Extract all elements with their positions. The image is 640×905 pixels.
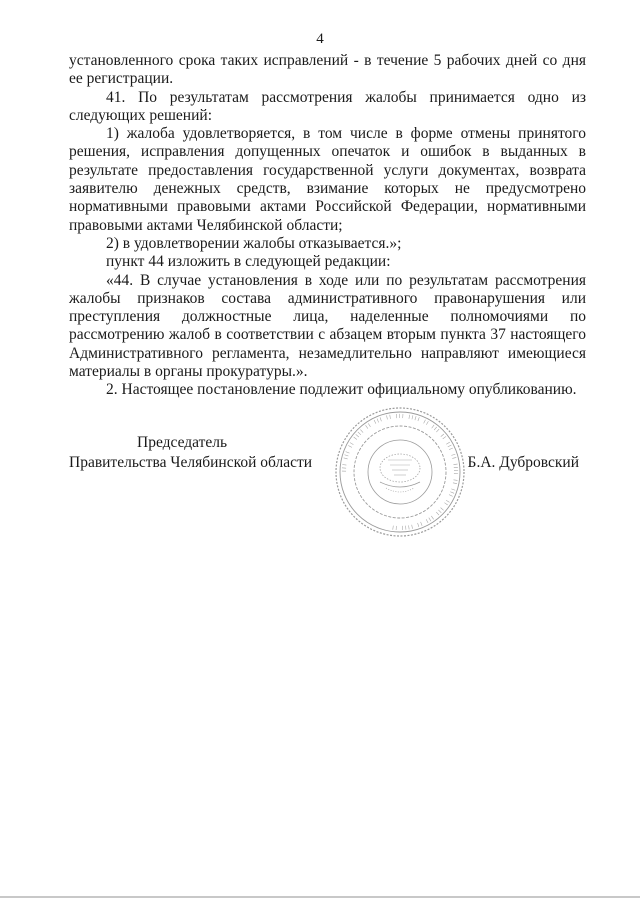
svg-text:ΙΙΙ ΙΙΙ ΙΙ ΙΙΙΙ ΙΙ ΙΙΙ ΙΙ ΙΙΙ: ΙΙΙ ΙΙΙ ΙΙ ΙΙΙΙ ΙΙ ΙΙΙ ΙΙ ΙΙΙ ΙΙΙΙ ΙΙ ΙΙΙ ΙΙ ΙΙΙ ΙΙ ΙΙΙΙ ΙΙ ΙΙΙ ΙΙ ΙΙΙ ΙΙΙ ΙΙ ΙΙΙΙ ΙΙ [341, 413, 459, 531]
paragraph-7: 2. Настоящее постановление подлежит официальному опубликованию. [106, 381, 577, 399]
paragraph-3: 1) жалоба удовлетворяется, в том числе в форме отмены принятого решения, исправления допущенных опечаток и ошибок в выданных в результате предоставления государственной услуги документах, возврата заявителю денежных средств, взимание которых не предусмотрено нормативными правовыми актами Российской Федерации, нормативными правовыми актами Челябинской области; [69, 125, 586, 234]
paragraph-6: «44. В случае установления в ходе или по результатам рассмотрения жалобы признаков состава административного правонарушения или преступления должностные лица, наделенные полномочиями по рассмотрению жалоб в соответствии с абзацем вторым пункта 37 настоящего Административного регламента, незамедлительно направляют имеющиеся материалы в органы прокуратуры.». [69, 271, 586, 381]
paragraph-2: 41. По результатам рассмотрения жалобы принимается одно из следующих решений: [69, 88, 586, 124]
paragraph-1: установленного срока таких исправлений - в течение 5 рабочих дней со дня ее регистрации. [69, 52, 586, 88]
page-number: 4 [316, 31, 324, 47]
paragraph-5: пункт 44 изложить в следующей редакции: [106, 253, 391, 271]
document-body [69, 52, 586, 400]
scan-edge-line [0, 896, 640, 898]
signatory-title-line1: Председатель [137, 434, 228, 451]
signatory-name: Б.А. Дубровский [467, 454, 579, 471]
paragraph-4: 2) в удовлетворении жалобы отказывается.»; [106, 234, 402, 252]
official-seal-icon [332, 404, 468, 540]
signatory-title-line2: Правительства Челябинской области [69, 454, 313, 471]
signature-block [69, 434, 589, 544]
